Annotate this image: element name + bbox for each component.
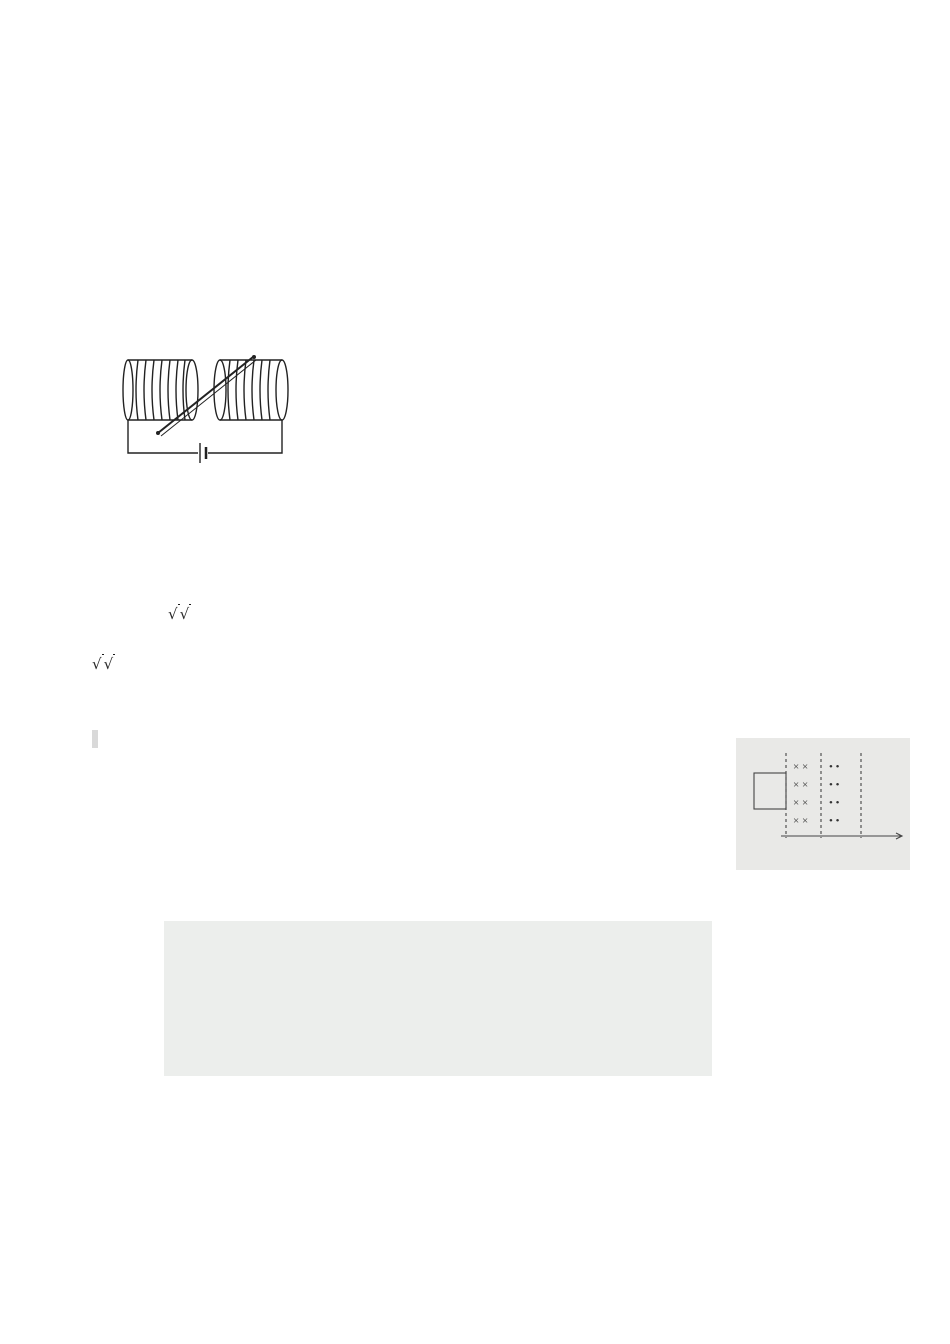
current-graphs (164, 921, 712, 1076)
field-figure (736, 738, 910, 870)
svg-text:× ×: × × (793, 761, 809, 773)
q5-source-tag (92, 730, 98, 748)
svg-text:• •: • • (829, 797, 840, 809)
svg-text:× ×: × × (793, 797, 809, 809)
svg-text:× ×: × × (793, 779, 809, 791)
svg-text:• •: • • (829, 815, 840, 827)
svg-text:• •: • • (829, 761, 840, 773)
svg-text:• •: • • (829, 779, 840, 791)
coil-figure (120, 345, 295, 465)
answer-line2: √ √ (92, 655, 114, 673)
answer-line1: √ √ (168, 605, 190, 623)
analysis-left3 (92, 1091, 114, 1117)
svg-text:× ×: × × (793, 815, 809, 827)
q5-line1 (92, 729, 98, 749)
